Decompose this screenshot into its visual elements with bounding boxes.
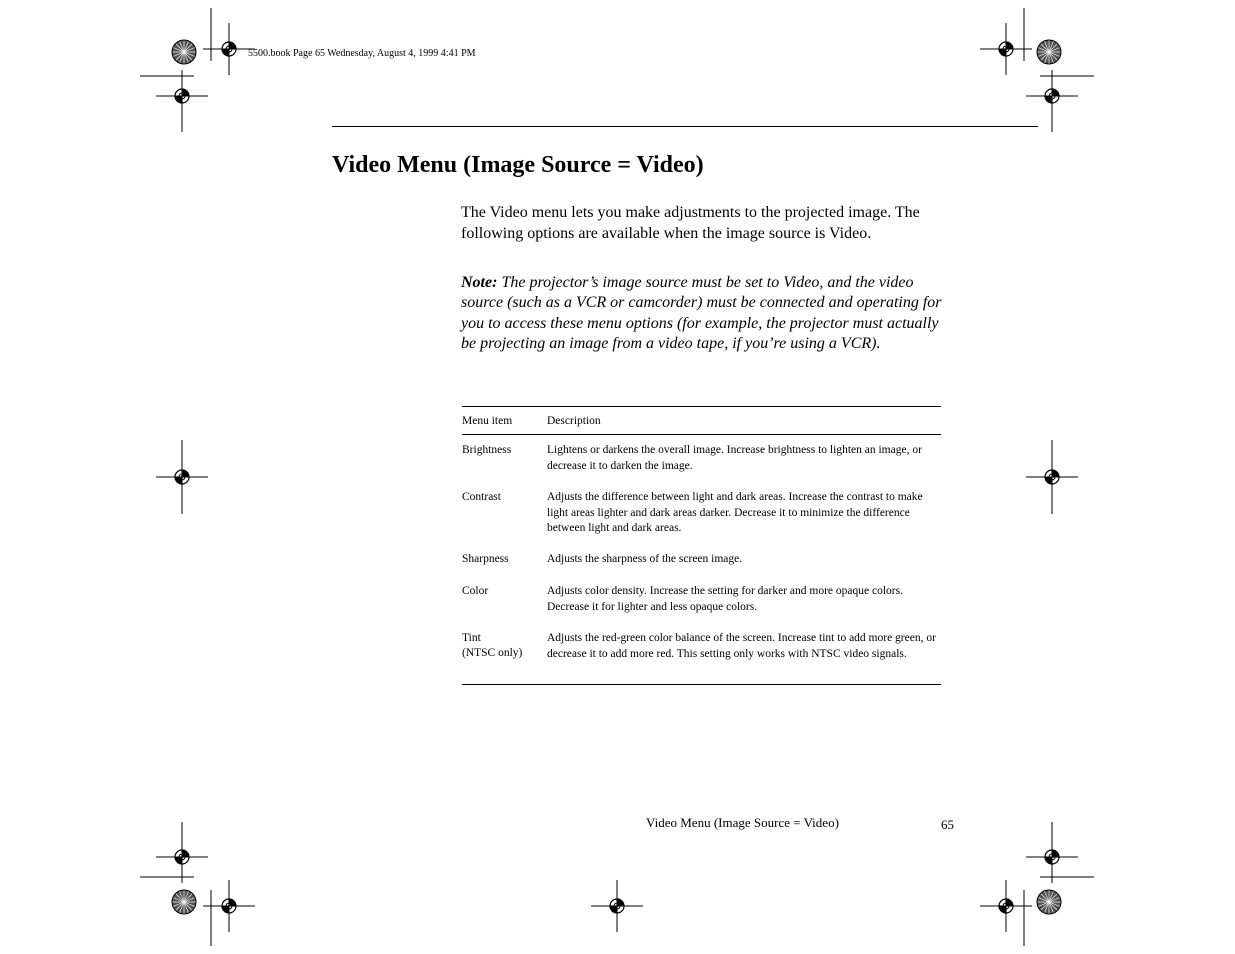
page-title: Video Menu (Image Source = Video) [332, 152, 704, 178]
row-color-item: Color [462, 585, 489, 597]
row-tint-item-sub: (NTSC only) [462, 647, 523, 659]
print-slug: 5500.book Page 65 Wednesday, August 4, 1999 4:41 PM [248, 48, 476, 59]
row-brightness-description: Lightens or darkens the overall image. Increase brightness to lighten an image, or decrease it to darken the image. [547, 444, 922, 472]
page-number: 65 [941, 817, 954, 832]
note-paragraph [461, 273, 943, 354]
intro-paragraph: The Video menu lets you make adjustments to the projected image. The following options are available when the image source is Video. [461, 204, 920, 242]
note-label: Note: [461, 274, 498, 291]
header-menu-item: Menu item [462, 415, 513, 427]
row-sharpness-description: Adjusts the sharpness of the screen image. [547, 553, 743, 565]
row-brightness-item: Brightness [462, 444, 512, 456]
row-contrast-item: Contrast [462, 491, 501, 503]
row-sharpness-item: Sharpness [462, 553, 509, 565]
table-header [462, 406, 941, 435]
header-description: Description [547, 415, 601, 427]
footer-section-title: Video Menu (Image Source = Video) [646, 815, 839, 830]
row-tint-item: Tint [462, 632, 481, 644]
row-color-description: Adjusts color density. Increase the setting for darker and more opaque colors. Decrease it for lighter and less opaque colors. [547, 585, 903, 613]
note-text: The projector’s image source must be set to Video, and the video source (such as a VCR or camcorder) must be connected and operating for you to access these menu options (for example, the projector must actually be projecting an image from a video tape, if you’re using a VCR). [461, 274, 942, 352]
table-body [462, 435, 941, 685]
row-tint-description: Adjusts the red-green color balance of the screen. Increase tint to add more green, or decrease it to add more red. This setting only works with NTSC video signals. [547, 632, 936, 660]
menu-options-table [462, 406, 941, 685]
row-contrast-description: Adjusts the difference between light and dark areas. Increase the contrast to make light areas lighter and dark areas darker. Decrease it to minimize the difference between light and dark areas. [547, 491, 923, 534]
header-rule [332, 126, 1038, 127]
